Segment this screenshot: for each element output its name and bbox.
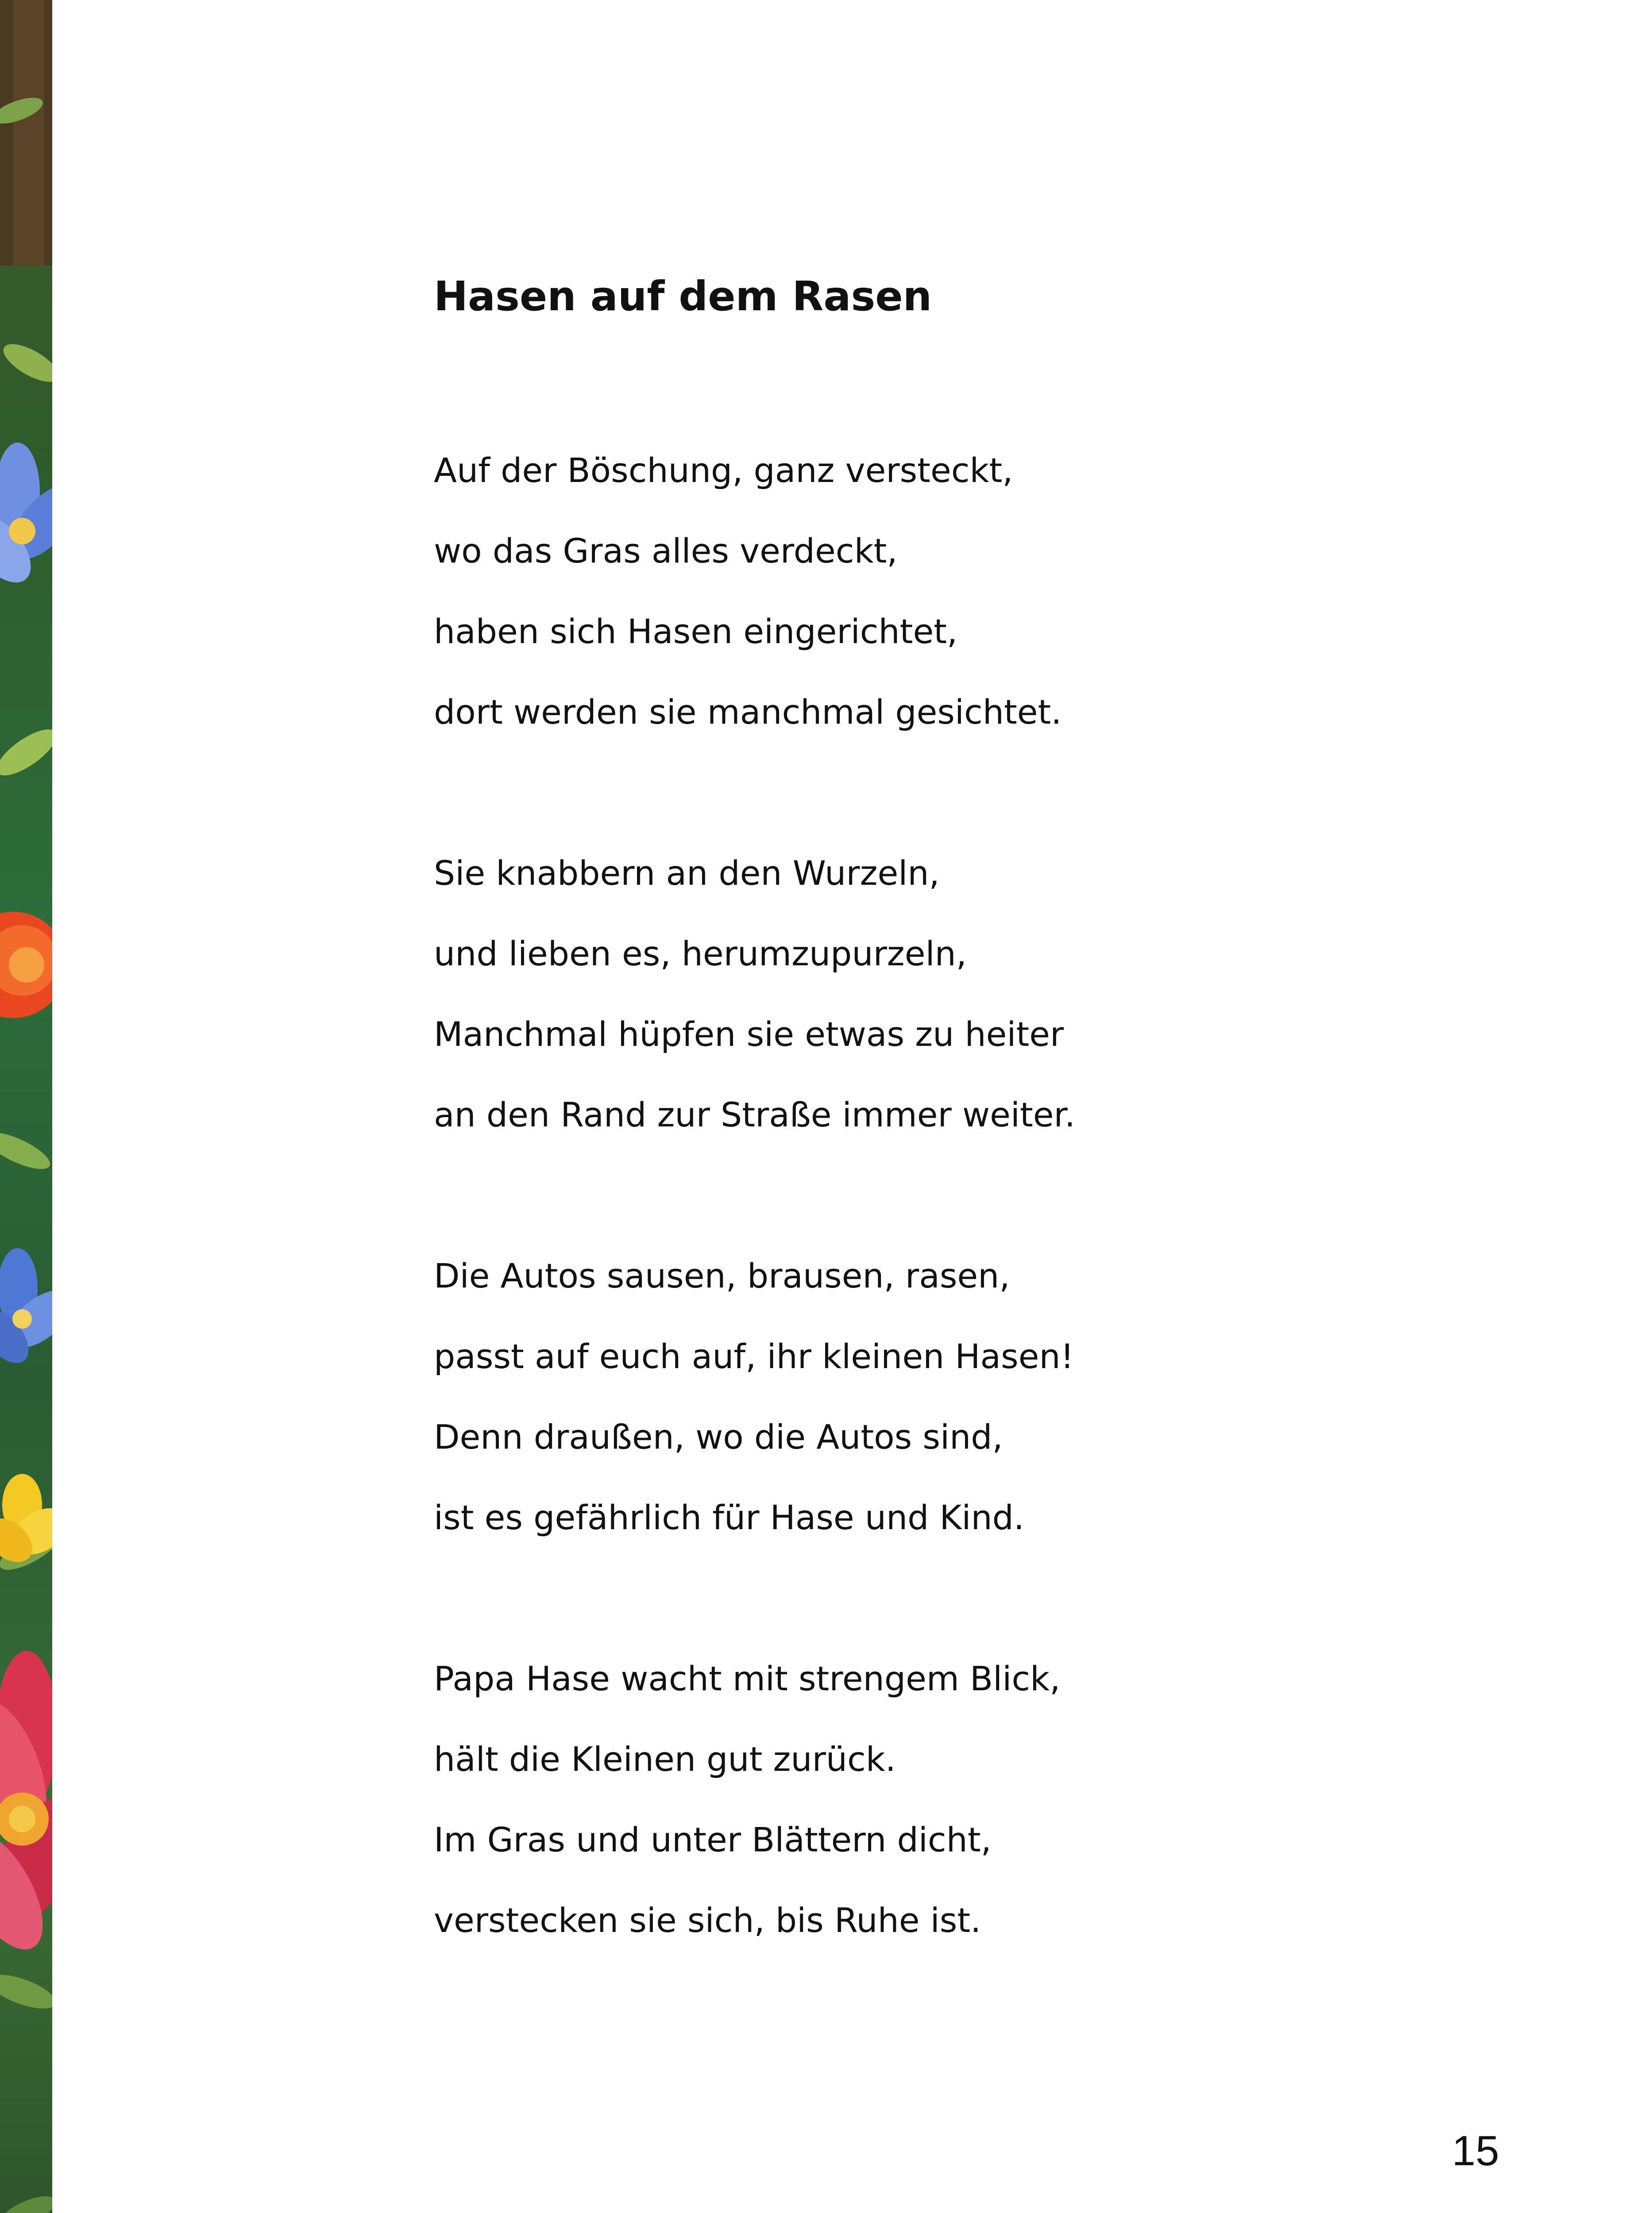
poem-line: an den Rand zur Straße immer weiter. xyxy=(434,1095,1075,1134)
poem-line: Die Autos sausen, brausen, rasen, xyxy=(434,1256,1010,1295)
poem-line: Im Gras und unter Blättern dicht, xyxy=(434,1820,992,1859)
poem-line: und lieben es, herumzupurzeln, xyxy=(434,934,967,973)
flower-border-illustration xyxy=(0,0,52,2213)
poem-line: Manchmal hüpfen sie etwas zu heiter xyxy=(434,1014,1064,1054)
poem-line: ist es gefährlich für Hase und Kind. xyxy=(434,1498,1025,1537)
poem-line: wo das Gras alles verdeckt, xyxy=(434,531,898,571)
poem-line: Denn draußen, wo die Autos sind, xyxy=(434,1417,1003,1457)
poem-line: passt auf euch auf, ihr kleinen Hasen! xyxy=(434,1337,1074,1376)
stanza-2 xyxy=(434,833,1540,1155)
poem-line: haben sich Hasen eingerichtet, xyxy=(434,612,958,651)
poem-line: Sie knabbern an den Wurzeln, xyxy=(434,853,940,893)
poem xyxy=(434,261,1540,1961)
poem-line: verstecken sie sich, bis Ruhe ist. xyxy=(434,1901,981,1940)
poem-line: hält die Kleinen gut zurück. xyxy=(434,1739,896,1779)
poem-line: dort werden sie manchmal gesichtet. xyxy=(434,692,1062,732)
page-number: 15 xyxy=(1452,2127,1499,2174)
poem-title: Hasen auf dem Rasen xyxy=(434,273,932,320)
stanza-1 xyxy=(434,430,1540,752)
stanza-3 xyxy=(434,1236,1540,1558)
stanza-4 xyxy=(434,1639,1540,1961)
poem-line: Papa Hase wacht mit strengem Blick, xyxy=(434,1659,1061,1698)
poem-line: Auf der Böschung, ganz versteckt, xyxy=(434,451,1013,490)
